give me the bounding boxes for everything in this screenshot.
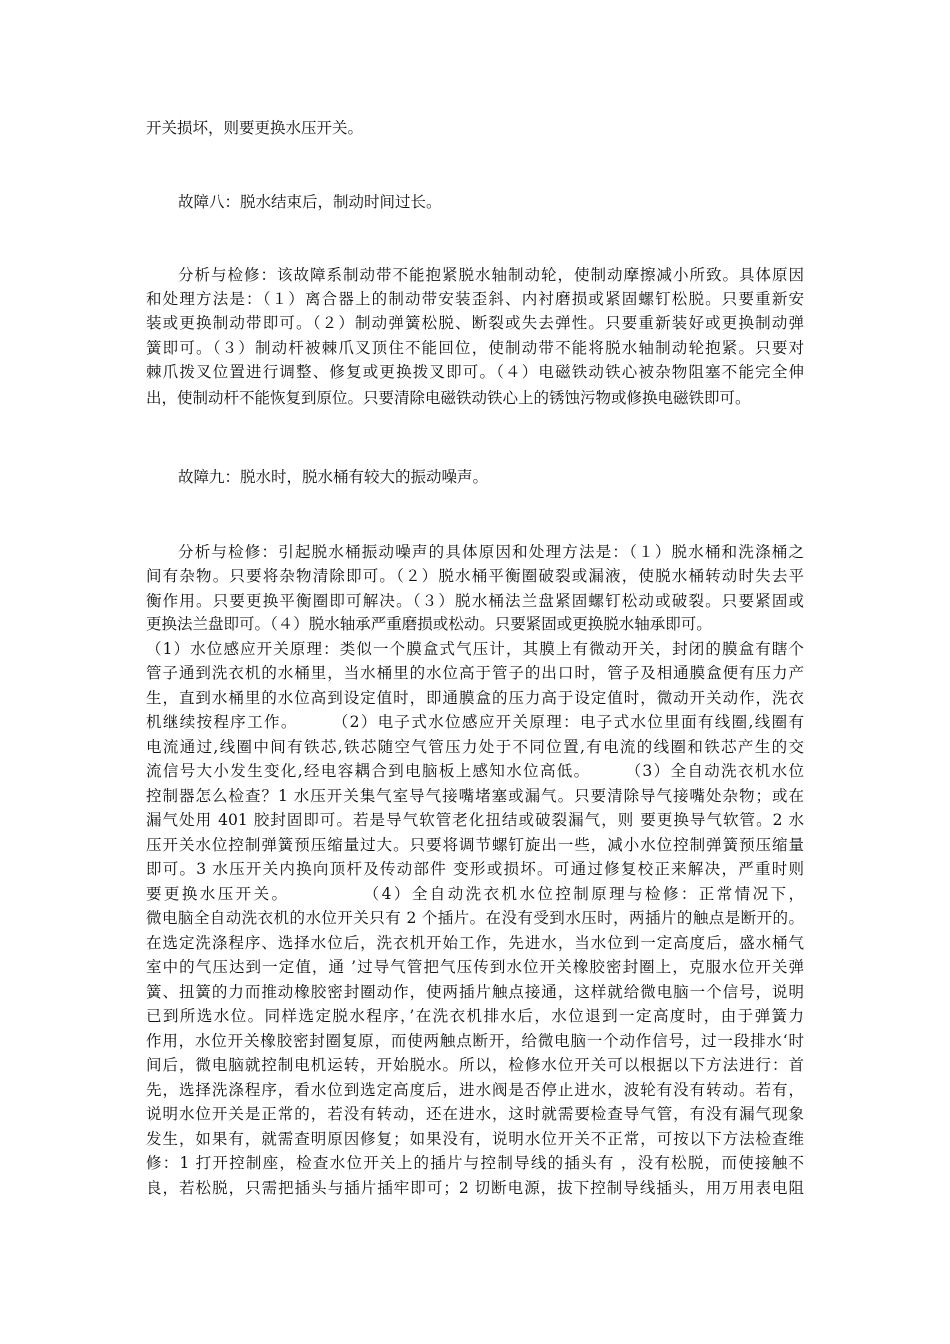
text-line: 分析与检修：该故障系制动带不能抱紧脱水轴制动轮，使制动摩擦减小所致。具体原因 [178,266,804,284]
text-line: 漏气处用 401 胶封固即可。若是导气软管老化扭结或破裂漏气，则 要更换导气软管。2 水 [146,811,804,829]
fault9-heading: 故障九：脱水时，脱水桶有较大的振动噪声。 [178,468,489,486]
text-line: 作用，水位开关橡胶密封圈复原，而使两触点断开，给微电脑一个动作信号，过一段排水‘时 [146,1032,804,1050]
text-line: 流信号大小发生变化,经电容耦合到电脑板上感知水位高低。 （3）全自动洗衣机水位 [146,762,804,780]
text-line: 间有杂物。只要将杂物清除即可。（２）脱水桶平衡圈破裂或漏液，使脱水桶转动时失去平 [146,567,804,585]
text-line: 衡作用。只要更换平衡圈即可解决。（３）脱水桶法兰盘紧固螺钉松动或破裂。只要紧固或 [146,592,804,610]
text-line: 出，使制动杆不能恢复到原位。只要清除电磁铁动铁心上的锈蚀污物或修换电磁铁即可。 [146,389,751,407]
text-line: 和处理方法是：（１）离合器上的制动带安装歪斜、内衬磨损或紧固螺钉松脱。只要重新安 [146,290,804,308]
text-line: 说明水位开关是正常的，若没有转动，还在进水，这时就需要检查导气管，有没有漏气现象 [146,1105,804,1123]
text-line: 装或更换制动带即可。（２）制动弹簧松脱、断裂或失去弹性。只要重新装好或更换制动弹 [146,314,804,332]
text-line: 棘爪拨叉位置进行调整、修复或更换拨叉即可。（４）电磁铁动铁心被杂物阻塞不能完全伸 [146,363,804,381]
continuation-line: 开关损坏，则要更换水压开关。 [146,119,364,137]
text-line: 已到所选水位。同样选定脱水程序，’在洗衣机排水后，水位退到一定高度时，由于弹簧力 [146,1007,804,1025]
text-line: 间后，微电脑就控制电机运转，开始脱水。所以，检修水位开关可以根据以下方法进行：首 [146,1056,804,1074]
text-line: 发生，如果有，就需查明原因修复；如果没有，说明水位开关不正常，可按以下方法检查维 [146,1130,804,1148]
text-line: 要更换水压开关。 （4）全自动洗衣机水位控制原理与检修：正常情况下， [146,885,804,903]
text-line: 电流通过,线圈中间有铁芯,铁芯随空气管压力处于不同位置,有电流的线圈和铁芯产生的交 [146,738,804,756]
text-line: 先，选择洗涤程序，看水位到选定高度后，进水阀是否停止进水，波轮有没有转动。若有， [146,1081,804,1099]
text-line: 更换法兰盘即可。（４）脱水轴承严重磨损或松动。只要紧固或更换脱水轴承即可。 [146,615,712,633]
text-line: 分析与检修：引起脱水桶振动噪声的具体原因和处理方法是：（１）脱水桶和洗涤桶之 [178,543,804,561]
text-line: 控制器怎么检查？1 水压开关集气室导气接嘴堵塞或漏气。只要清除导气接嘴处杂物；或在 [146,787,804,805]
text-line: 即可。3 水压开关内换向顶杆及传动部件 变形或损坏。可通过修复校正来解决，严重时则 [146,860,804,878]
text-line: 在选定洗涤程序、选择水位后，洗衣机开始工作，先进水，当水位到一定高度后，盛水桶气 [146,934,804,952]
text-line: 机继续按程序工作。 （2）电子式水位感应开关原理：电子式水位里面有线圈,线圈有 [146,713,804,731]
text-line: 室中的气压达到一定值，通 ’过导气管把气压传到水位开关橡胶密封圈上，克服水位开关弹 [146,958,804,976]
text-line: （1）水位感应开关原理：类似一个膜盒式气压计，其膜上有微动开关，封闭的膜盒有瞎个 [146,640,804,658]
text-line: 管子通到洗衣机的水桶里，当水桶里的水位高于管子的出口时，管子及相通膜盒便有压力产 [146,664,804,682]
fault8-heading: 故障八：脱水结束后，制动时间过长。 [178,193,442,211]
text-line: 簧即可。（３）制动杆被棘爪叉顶住不能回位，使制动带不能将脱水轴制动轮抱紧。只要对 [146,339,804,357]
text-line: 生，直到水桶里的水位高到设定值时，即通膜盒的压力高于设定值时，微动开关动作，洗衣 [146,689,804,707]
text-line: 簧、扭簧的力而推动橡胶密封圈动作，使两插片触点接通，这样就给微电脑一个信号，说明 [146,983,804,1001]
text-line: 良，若松脱，只需把插头与插片插牢即可；2 切断电源，拔下控制导线插头，用万用表电阻 [146,1179,804,1197]
text-line: 微电脑全自动洗衣机的水位开关只有 2 个插片。在没有受到水压时，两插片的触点是断开的。 [146,909,804,927]
text-line: 修：1 打开控制座，检查水位开关上的插片与控制导线的插头有 ，没有松脱，而使接触不 [146,1154,804,1172]
text-line: 压开关水位控制弹簧预压缩量过大。只要将调节螺钉旋出一些，减小水位控制弹簧预压缩量 [146,836,804,854]
